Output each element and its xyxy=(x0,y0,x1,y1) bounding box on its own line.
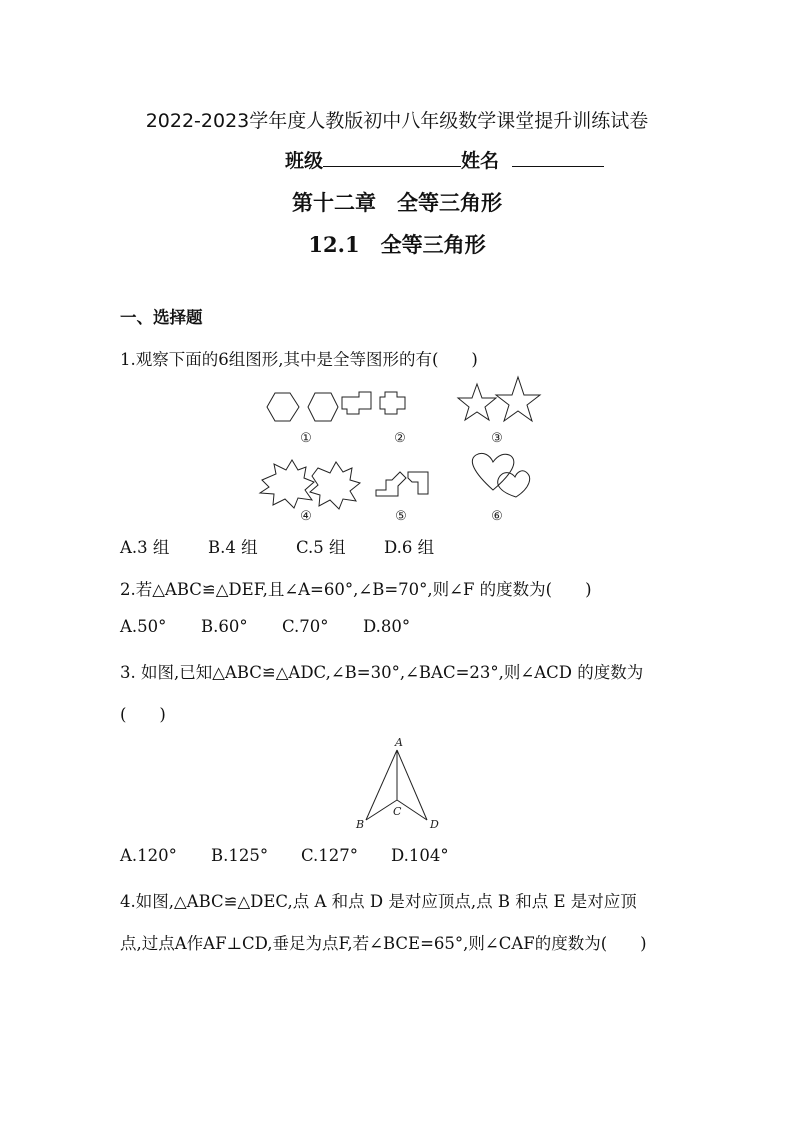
hexagon-shape xyxy=(308,393,338,421)
q3-paren: ( ) xyxy=(120,705,166,724)
point-label-b: B xyxy=(356,818,365,831)
option-a[interactable]: A.3 组 xyxy=(120,538,170,557)
q2-text: 2.若△ABC≌△DEF,且∠A=60°,∠B=70°,则∠F 的度数为( ) xyxy=(120,580,592,599)
point-label-d: D xyxy=(430,818,439,831)
q1-options xyxy=(120,534,434,558)
point-label-a: A xyxy=(395,736,403,749)
q1-text: 1.观察下面的6组图形,其中是全等图形的有( ) xyxy=(120,350,478,369)
option-a[interactable]: A.50° xyxy=(120,617,167,636)
figure-label: ③ xyxy=(491,431,503,446)
option-d[interactable]: D.80° xyxy=(363,617,411,636)
cross-shape xyxy=(380,392,405,414)
option-d[interactable]: D.104° xyxy=(391,846,449,865)
option-b[interactable]: B.125° xyxy=(211,846,269,865)
figure-label: ① xyxy=(300,431,312,446)
exam-title: 2022-2023学年度人教版初中八年级数学课堂提升训练试卷 xyxy=(145,110,649,132)
heart-shape xyxy=(472,453,513,490)
figure-label: ④ xyxy=(300,509,312,524)
q4-text-line1: 4.如图,△ABC≌△DEC,点 A 和点 D 是对应顶点,点 B 和点 E 是对应顶 xyxy=(120,892,637,911)
option-b[interactable]: B.60° xyxy=(201,617,248,636)
figure-label: ⑥ xyxy=(491,509,503,524)
star-shape xyxy=(458,384,496,420)
chapter-title: 第十二章 全等三角形 xyxy=(292,190,502,215)
burst-shape xyxy=(310,462,360,509)
name-label: 姓名 xyxy=(461,150,500,172)
figure-label: ⑤ xyxy=(395,509,407,524)
class-label: 班级 xyxy=(285,150,324,172)
q3-text: 3. 如图,已知△ABC≌△ADC,∠B=30°,∠BAC=23°,则∠ACD 的度数为 xyxy=(120,663,644,682)
burst-shape xyxy=(260,460,314,508)
star-shape xyxy=(496,377,540,421)
cross-shape xyxy=(342,392,371,414)
q2-options xyxy=(120,617,410,636)
option-c[interactable]: C.127° xyxy=(301,846,359,865)
q4-text-line2: 点,过点A作AF⊥CD,垂足为点F,若∠BCE=65°,则∠CAF的度数为( ) xyxy=(120,934,647,953)
option-b[interactable]: B.4 组 xyxy=(208,538,258,557)
part-heading: 一、选择题 xyxy=(120,308,203,327)
option-d[interactable]: D.6 组 xyxy=(384,538,435,557)
section-title: 12.1 全等三角形 xyxy=(308,232,486,257)
option-c[interactable]: C.70° xyxy=(282,617,329,636)
option-a[interactable]: A.120° xyxy=(120,846,177,865)
heart-shape xyxy=(498,471,530,497)
l-shape xyxy=(408,472,428,494)
option-c[interactable]: C.5 组 xyxy=(296,538,346,557)
hexagon-shape xyxy=(267,393,299,421)
l-shape xyxy=(376,472,406,496)
point-label-c: C xyxy=(393,805,402,818)
figure-label: ② xyxy=(394,431,406,446)
q3-options xyxy=(120,846,449,865)
